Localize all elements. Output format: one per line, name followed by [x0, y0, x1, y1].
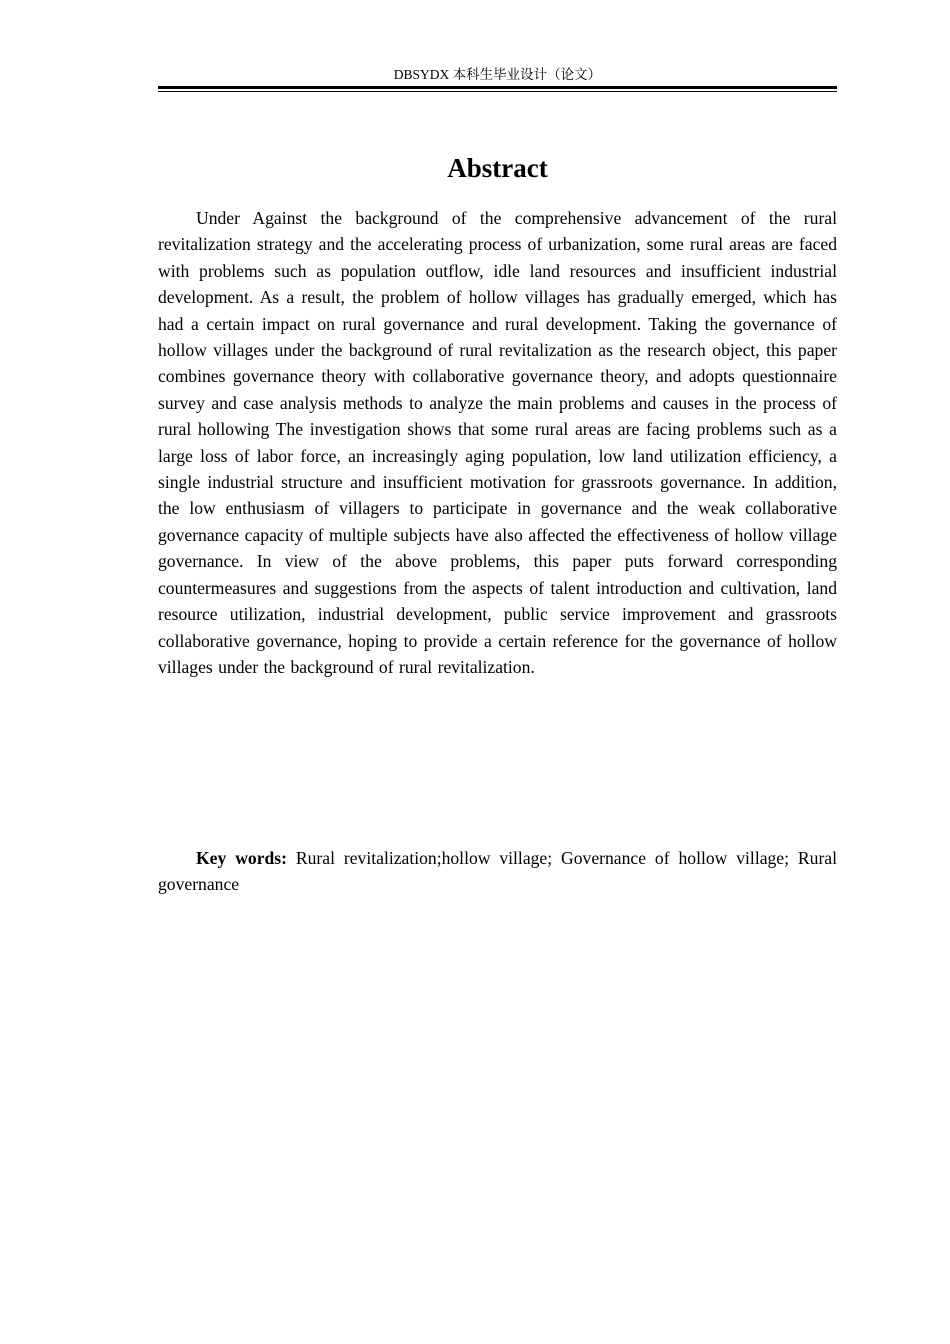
keywords-text: Rural revitalization;hollow village; Governance of hollow village; Rural governance — [158, 848, 837, 895]
abstract-title: Abstract — [447, 153, 548, 183]
abstract-body: Under Against the background of the comprehensive advancement of the rural revitalization strategy and the accelerating process of urbanization, some rural areas are faced with problems such as population outflow, idle land resources and insufficient industrial development. As a result, the problem of hollow villages has gradually emerged, which has had a certain impact on rural governance and rural development. Taking the governance of hollow villages under the background of rural revitalization as the research object, this paper combines governance theory with collaborative governance theory, and adopts questionnaire survey and case analysis methods to analyze the main problems and causes in the process of rural hollowing The investigation shows that some rural areas are facing problems such as a large loss of labor force, an increasingly aging population, low land utilization efficiency, a single industrial structure and insufficient motivation for grassroots governance. In addition, the low enthusiasm of villagers to participate in governance and the weak collaborative governance capacity of multiple subjects have also affected the effectiveness of hollow village governance. In view of the above problems, this paper puts forward corresponding countermeasures and suggestions from the aspects of talent introduction and cultivation, land resource utilization, industrial development, public service improvement and grassroots collaborative governance, hoping to provide a certain reference for the governance of hollow villages under the background of rural revitalization. — [158, 208, 837, 677]
header-rule-thick — [158, 86, 837, 89]
keywords-paragraph — [158, 845, 837, 898]
running-header: DBSYDX 本科生毕业设计（论文） — [393, 67, 602, 82]
keywords-label: Key words: — [196, 848, 287, 868]
header-rule-thin — [158, 91, 837, 92]
